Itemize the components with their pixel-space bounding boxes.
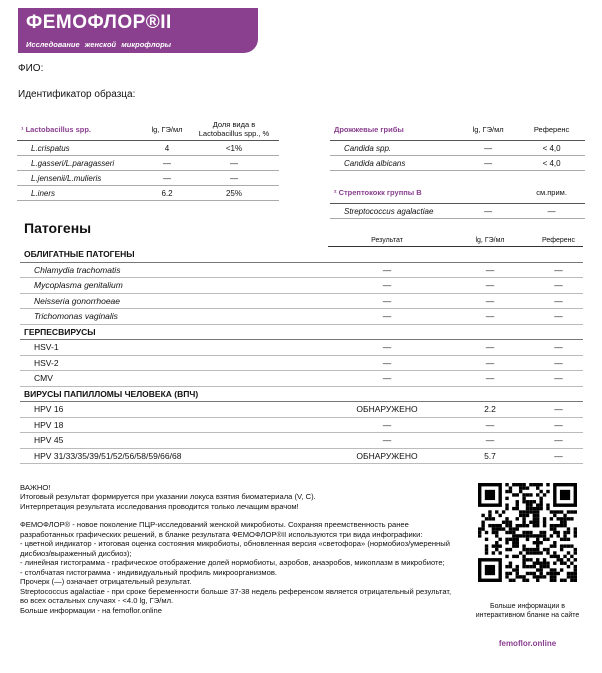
ref-value: < 4,0 [518,141,585,156]
pathogen-group-title: ГЕРПЕСВИРУСЫ [20,324,583,340]
ref-value: — [518,204,585,219]
result-value: — [328,340,446,356]
site-link[interactable]: femoflor.online [498,639,557,648]
lg-value: — [145,171,189,186]
species-name: L.iners [17,186,145,201]
share-value: <1% [189,141,279,156]
note-p5: - линейная гистограмма - графическое отображение долей нормобиоты, аэробов, анаэробов, микоплазм в микробиоте; [20,558,445,568]
lg-value: 6.2 [145,186,189,201]
note-p6: - столбчатая гистограмма - индивидуальный профиль микроорганизмов. [20,567,278,577]
brand-banner [18,8,258,53]
species-name: L.jensenii/L.mulieris [17,171,145,186]
pathogen-name: Neisseria gonorrhoeae [20,293,328,309]
pathogen-name: HPV 45 [20,433,328,449]
lg-value: 2.2 [446,402,534,418]
pathogen-name: HPV 31/33/35/39/51/52/56/58/59/66/68 [20,448,328,464]
table-row [17,171,279,186]
fio-label: ФИО: [18,63,44,74]
lg-value: — [446,355,534,371]
lg-value: — [446,309,534,325]
yeast-table [330,118,585,219]
table-row [20,340,583,356]
brand-subtitle: Исследование женской микрофлоры [26,40,172,49]
species-name: L.crispatus [17,141,145,156]
table-row [17,186,279,201]
pathogens-title: Патогены [24,220,92,236]
note-p1: Итоговый результат формируется при указании локуса взятия биоматериала (V, C). [20,492,316,502]
species-name: Candida albicans [330,156,458,171]
table-row [20,262,583,278]
lg-value: — [446,417,534,433]
pathogen-name: HPV 18 [20,417,328,433]
pathogen-name: Mycoplasma genitalium [20,278,328,294]
result-value: — [328,309,446,325]
table-header [330,181,585,204]
note-p4: - цветной индикатор - итоговая оценка состояния микробиоты, обновленная версия «светофора» (нормобиоз/умеренный дисбиоз/выраженный дисбиоз); [20,539,450,558]
share-value: — [189,156,279,171]
lg-value: — [458,204,518,219]
result-value: — [328,433,446,449]
table-row [17,156,279,171]
lg-value: — [446,433,534,449]
pathogen-group-row [20,247,583,263]
lg-value: 5.7 [446,448,534,464]
note-p3: ФЕМОФЛОР® - новое поколение ПЦР-исследований женской микробиоты. Сохраняя преемственность ранее разработанных графических решений, в бланке результата ФЕМОФЛОР®II используются три вида инфографики: [20,520,423,539]
col-result: Результат [328,234,446,247]
lacto-header-share: Доля вида в Lactobacillus spp., % [189,118,279,141]
pathogens-table [20,234,583,464]
col-lg: lg, ГЭ/мл [446,234,534,247]
qr-code[interactable] [478,483,577,582]
strep-header-name: ² Стрептококк группы В [330,181,458,204]
lg-value: — [145,156,189,171]
pathogen-name: HPV 16 [20,402,328,418]
result-value: — [328,371,446,387]
lg-value: — [446,278,534,294]
pathogen-name: HSV-2 [20,355,328,371]
ref-value: — [534,402,583,418]
ref-value: — [534,309,583,325]
table-header [20,234,583,247]
yeast-header-ref: Референс [518,118,585,141]
brand-title: ФЕМОФЛОР®II [26,12,172,33]
table-row [330,156,585,171]
col-ref: Референс [534,234,583,247]
species-name: Streptococcus agalactiae [330,204,458,219]
table-row [330,141,585,156]
pathogen-name: Chlamydia trachomatis [20,262,328,278]
pathogen-group-title: ВИРУСЫ ПАПИЛЛОМЫ ЧЕЛОВЕКА (ВПЧ) [20,386,583,402]
lg-value: — [446,340,534,356]
more-info-text: Больше информации в интерактивном бланке на сайте [475,603,580,619]
lg-value: — [446,262,534,278]
strep-header-ref: см.прим. [518,181,585,204]
lacto-header-lg: lg, ГЭ/мл [145,118,189,141]
table-row [20,293,583,309]
table-row [20,433,583,449]
ref-value: — [534,371,583,387]
table-row [17,141,279,156]
result-value: — [328,262,446,278]
species-name: Candida spp. [330,141,458,156]
yeast-header-lg: lg, ГЭ/мл [458,118,518,141]
ref-value: — [534,417,583,433]
species-name: L.gasseri/L.paragasseri [17,156,145,171]
table-row [20,278,583,294]
important-label: ВАЖНО! [20,483,51,492]
share-value: 25% [189,186,279,201]
note-p2: Интерпретация результата исследования проводится только лечащим врачом! [20,501,299,511]
lg-value: — [446,371,534,387]
lactobacillus-table [17,118,279,201]
ref-value: — [534,278,583,294]
ref-value: — [534,433,583,449]
table-row [330,204,585,219]
pathogen-group-title: ОБЛИГАТНЫЕ ПАТОГЕНЫ [20,247,583,263]
table-row [20,402,583,418]
yeast-header-name: Дрожжевые грибы [330,118,458,141]
lg-value: — [458,141,518,156]
ref-value: — [534,340,583,356]
ref-value: < 4,0 [518,156,585,171]
table-header [17,118,279,141]
table-row [20,448,583,464]
table-row [330,171,585,182]
note-p7: Прочерк (—) означает отрицательный результат. [20,577,192,587]
lg-value: — [446,293,534,309]
notes-block [20,483,460,615]
ref-value: — [534,262,583,278]
pathogen-name: Trichomonas vaginalis [20,309,328,325]
strep-header-lg [458,181,518,204]
ref-value: — [534,293,583,309]
result-value: ОБНАРУЖЕНО [328,448,446,464]
result-value: — [328,355,446,371]
lacto-header-name: ¹ Lactobacillus spp. [17,118,145,141]
pathogen-name: HSV-1 [20,340,328,356]
sample-id-label: Идентификатор образца: [18,89,136,100]
pathogen-group-row [20,324,583,340]
note-p8: Streptococcus agalactiae - при сроке беременности больше 37-38 недель референсом является отрицательный результат, во всех остальных случаях - <4.0 lg, ГЭ/мл. [20,586,452,606]
lg-value: 4 [145,141,189,156]
note-p9: Больше информации - на femoflor.online [20,605,162,615]
pathogen-group-row [20,386,583,402]
table-row [20,309,583,325]
result-value: — [328,293,446,309]
pathogen-name: CMV [20,371,328,387]
table-row [20,355,583,371]
result-value: — [328,278,446,294]
result-value: — [328,417,446,433]
table-row [20,371,583,387]
ref-value: — [534,355,583,371]
table-header [330,118,585,141]
share-value: — [189,171,279,186]
ref-value: — [534,448,583,464]
table-row [20,417,583,433]
lg-value: — [458,156,518,171]
result-value: ОБНАРУЖЕНО [328,402,446,418]
